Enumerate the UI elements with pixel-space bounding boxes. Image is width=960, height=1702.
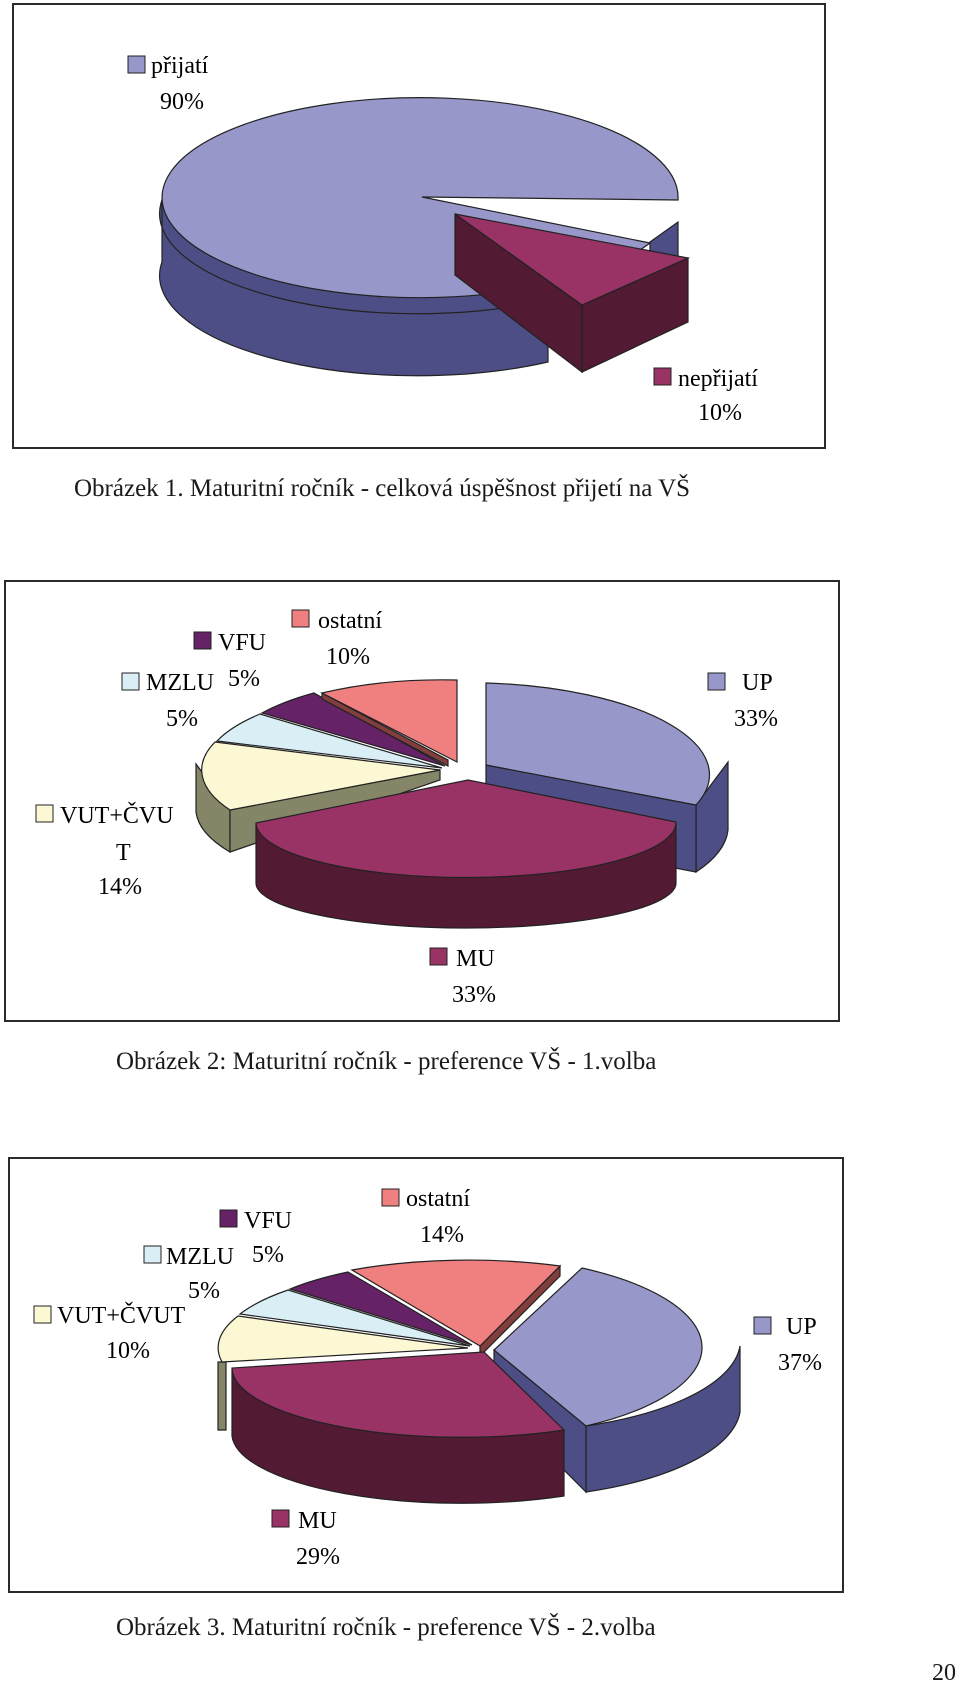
chart-1-value-neprijati: 10% xyxy=(698,400,742,426)
chart-3-label-vfu: VFU xyxy=(244,1208,293,1234)
chart-2-value-ostatni: 10% xyxy=(326,644,370,670)
chart-3-label-up: UP xyxy=(786,1314,817,1340)
chart-2-label-mu: MU xyxy=(456,946,495,972)
chart-1-label-prijati: přijatí xyxy=(151,53,209,79)
chart-3-label-mu: MU xyxy=(298,1508,337,1534)
chart-2-value-vfu: 5% xyxy=(228,666,260,692)
chart-3-label-vut: VUT+ČVUT xyxy=(57,1303,186,1329)
chart-3-value-ostatni: 14% xyxy=(420,1222,464,1248)
chart-3-plot xyxy=(218,1260,740,1503)
chart-3-legend-mzlu-swatch xyxy=(144,1246,161,1263)
chart-2-label-vut-line1: VUT+ČVU xyxy=(60,803,174,829)
chart-3-legend-mu xyxy=(272,1508,340,1570)
chart-2-label-mzlu: MZLU xyxy=(146,670,214,696)
chart-2-caption: Obrázek 2: Maturitní ročník - preference VŠ - 1.volba xyxy=(116,1048,657,1075)
chart-3-slice-vut-side xyxy=(218,1362,226,1430)
chart-2-label-ostatni: ostatní xyxy=(318,608,382,634)
chart-3-legend-ostatni-swatch xyxy=(382,1189,399,1206)
chart-2-value-up: 33% xyxy=(734,706,778,732)
chart-2-value-vut: 14% xyxy=(98,874,142,900)
chart-1-caption: Obrázek 1. Maturitní ročník - celková úspěšnost přijetí na VŠ xyxy=(74,475,691,502)
chart-1-label-neprijati: nepřijatí xyxy=(678,366,758,392)
chart-1-value-prijati: 90% xyxy=(160,89,204,115)
chart-3-value-up: 37% xyxy=(778,1350,822,1376)
chart-3-legend-ostatni xyxy=(382,1186,470,1248)
chart-3-value-mzlu: 5% xyxy=(188,1278,220,1304)
chart-3-legend-vut-swatch xyxy=(34,1306,51,1323)
chart-3-value-vut: 10% xyxy=(106,1338,150,1364)
chart-3-label-mzlu: MZLU xyxy=(166,1244,234,1270)
chart-3-legend-up-swatch xyxy=(754,1317,771,1334)
chart-3-label-ostatni: ostatní xyxy=(406,1186,470,1212)
chart-2-value-mzlu: 5% xyxy=(166,706,198,732)
chart-2-label-vfu: VFU xyxy=(218,630,267,656)
chart-3-value-vfu: 5% xyxy=(252,1242,284,1268)
chart-2-label-vut-line2: T xyxy=(116,840,131,866)
chart-3-legend-vfu-swatch xyxy=(220,1210,237,1227)
chart-3-legend-up xyxy=(754,1314,822,1376)
chart-2-value-mu: 33% xyxy=(452,982,496,1008)
page-number: 20 xyxy=(932,1660,956,1686)
chart-3-caption: Obrázek 3. Maturitní ročník - preference VŠ - 2.volba xyxy=(116,1614,656,1641)
chart-3-legend-mu-swatch xyxy=(272,1510,289,1527)
chart-3-value-mu: 29% xyxy=(296,1544,340,1570)
chart-2-label-up: UP xyxy=(742,670,773,696)
chart-3-legend-vut xyxy=(34,1302,186,1364)
chart-3-legend-mzlu xyxy=(144,1244,234,1304)
